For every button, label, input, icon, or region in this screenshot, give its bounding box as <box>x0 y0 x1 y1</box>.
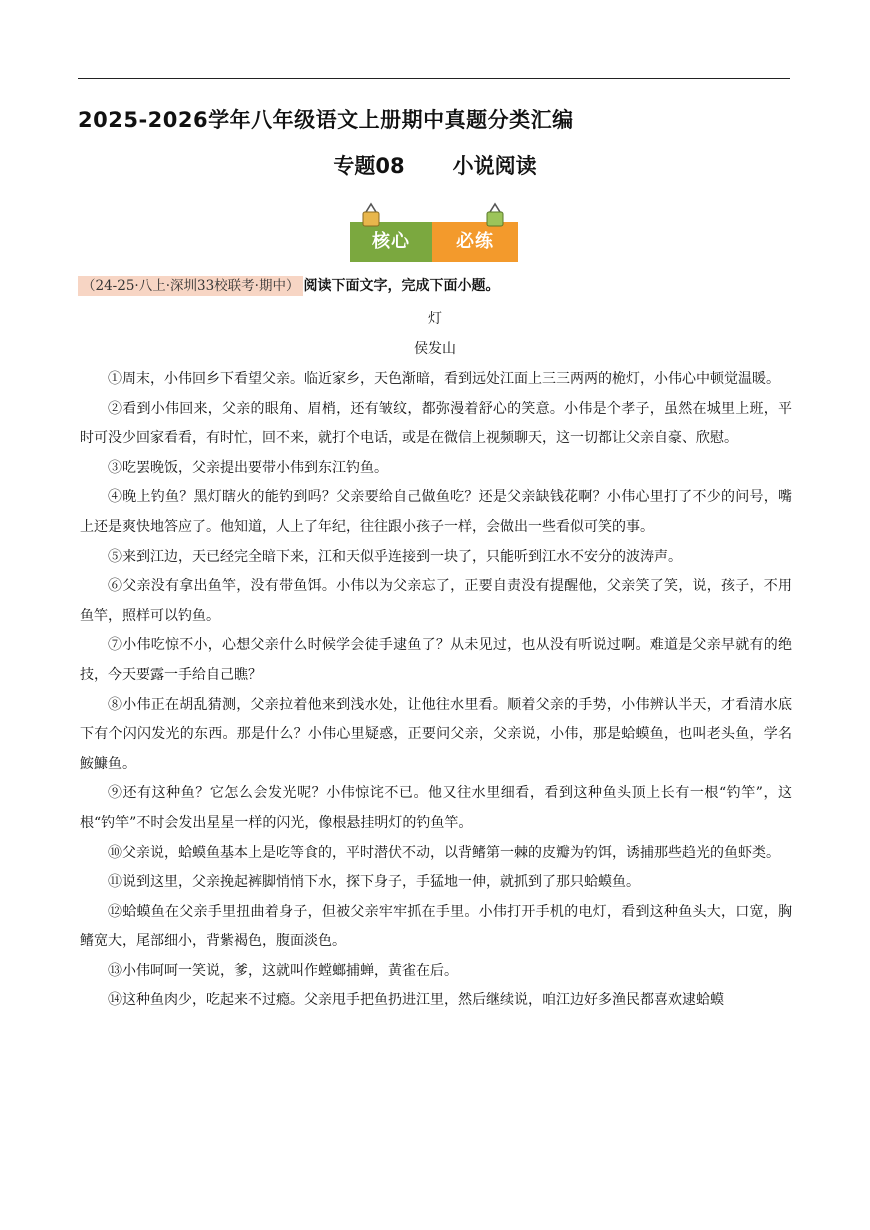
topic-name: 小说阅读 <box>452 154 537 178</box>
paragraph: ⑭这种鱼肉少，吃起来不过瘾。父亲甩手把鱼扔进江里，然后继续说，咱江边好多渔民都喜欢逮蛤蟆 <box>108 992 724 1009</box>
badge-right-box <box>432 222 518 262</box>
source-tag: （24-25·八上·深圳33校联考·期中） <box>78 276 303 296</box>
paragraph: ⑩父亲说，蛤蟆鱼基本上是吃等食的，平时潜伏不动，以背鳍第一棘的皮瓣为钓饵，诱捕那些趋光的鱼虾类。 <box>108 844 780 861</box>
paragraph: ⑬小伟呵呵一笑说，爹，这就叫作螳螂捕蝉，黄雀在后。 <box>108 962 458 979</box>
paragraph: ⑦小伟吃惊不小，心想父亲什么时候学会徒手逮鱼了？从未见过，也从没有听说过啊。难道是父亲早就有的绝技，今天要露一手给自己瞧？ <box>80 637 792 683</box>
paragraph: ⑨还有这种鱼？它怎么会发光呢？小伟惊诧不已。他又往水里细看，看到这种鱼头顶上长有一根“钓竿”，这根“钓竿”不时会发出星星一样的闪光，像根悬挂明灯的钓鱼竿。 <box>80 785 792 831</box>
story-body <box>80 365 792 1016</box>
story-title: 灯 <box>428 311 442 327</box>
core-practice-badge <box>350 202 518 262</box>
paragraph: ④晚上钓鱼？黑灯瞎火的能钓到吗？父亲要给自己做鱼吃？还是父亲缺钱花啊？小伟心里打了不少的问号，嘴上还是爽快地答应了。他知道，人上了年纪，往往跟小孩子一样，会做出一些看似可笑的事。 <box>80 489 792 535</box>
badge-left-label: 核心 <box>372 231 410 252</box>
story-author: 侯发山 <box>414 341 456 357</box>
paragraph: ⑤来到江边，天已经完全暗下来，江和天似乎连接到一块了，只能听到江水不安分的波涛声。 <box>108 548 682 565</box>
instruction-text: 阅读下面文字，完成下面小题。 <box>303 278 500 294</box>
header-rule <box>78 78 790 79</box>
badge-right-label: 必练 <box>456 231 494 252</box>
paragraph: ⑧小伟正在胡乱猜测，父亲拉着他来到浅水处，让他往水里看。顺着父亲的手势，小伟辨认半天，才看清水底下有个闪闪发光的东西。那是什么？小伟心里疑惑，正要问父亲，父亲说，小伟，那是蛤蟆鱼，也叫老头鱼，学名鮟鱇鱼。 <box>80 696 792 772</box>
badge-left-box <box>350 222 432 262</box>
topic-number: 专题08 <box>333 154 405 178</box>
document-title: 2025-2026学年八年级语文上册期中真题分类汇编 <box>78 108 574 132</box>
question-intro <box>78 276 499 296</box>
paragraph: ③吃罢晚饭，父亲提出要带小伟到东江钓鱼。 <box>108 459 388 476</box>
paragraph: ⑥父亲没有拿出鱼竿，没有带鱼饵。小伟以为父亲忘了，正要自责没有提醒他，父亲笑了笑，说，孩子，不用鱼竿，照样可以钓鱼。 <box>80 578 792 624</box>
binder-clip-icon <box>360 202 382 228</box>
paragraph: ②看到小伟回来，父亲的眼角、眉梢，还有皱纹，都弥漫着舒心的笑意。小伟是个孝子，虽然在城里上班，平时可没少回家看看，有时忙，回不来，就打个电话，或是在微信上视频聊天，这一切都让父亲自豪、欣慰。 <box>80 400 792 447</box>
paragraph: ⑪说到这里，父亲挽起裤脚悄悄下水，探下身子，手猛地一伸，就抓到了那只蛤蟆鱼。 <box>108 874 640 891</box>
binder-clip-icon <box>484 202 506 228</box>
topic-heading <box>0 150 870 180</box>
paragraph: ①周末，小伟回乡下看望父亲。临近家乡，天色渐暗，看到远处江面上三三两两的桅灯，小伟心中顿觉温暖。 <box>108 371 780 387</box>
paragraph: ⑫蛤蟆鱼在父亲手里扭曲着身子，但被父亲牢牢抓在手里。小伟打开手机的电灯，看到这种鱼头大，口宽，胸鳍宽大，尾部细小，背紫褐色，腹面淡色。 <box>80 903 792 950</box>
